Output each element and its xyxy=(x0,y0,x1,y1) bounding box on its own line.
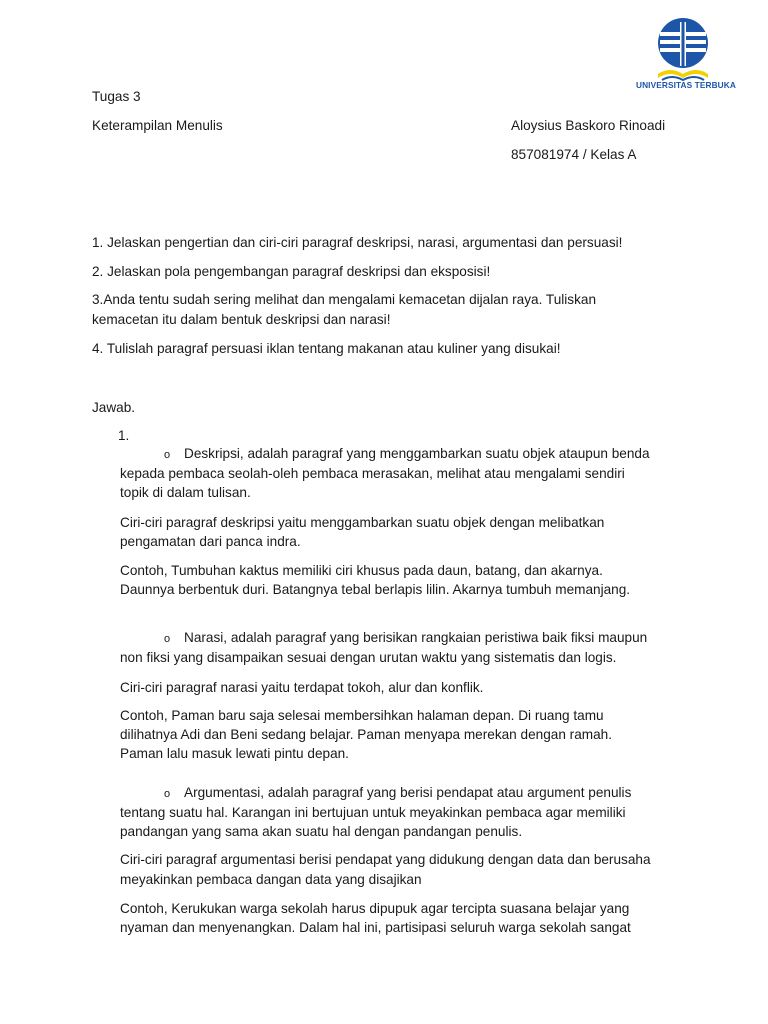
bullet-icon: o xyxy=(164,788,171,800)
logo-text: UNIVERSITAS TERBUKA xyxy=(636,80,736,90)
narasi-contoh-1: Contoh, Paman baru saja selesai membersihkan halaman depan. Di ruang tamu xyxy=(120,708,604,723)
deskripsi-contoh-1: Contoh, Tumbuhan kaktus memiliki ciri khusus pada daun, batang, dan akarnya. xyxy=(120,563,603,578)
narasi-text-1: Narasi, adalah paragraf yang berisikan rangkaian peristiwa baik fiksi maupun xyxy=(184,630,648,645)
answer-number: 1. xyxy=(118,428,130,443)
argumentasi-ciri-1: Ciri-ciri paragraf argumentasi berisi pendapat yang didukung dengan data dan berusaha xyxy=(120,852,651,867)
argumentasi-contoh-1: Contoh, Kerukukan warga sekolah harus dipupuk agar tercipta suasana belajar yang xyxy=(120,901,630,916)
deskripsi-text-1: Deskripsi, adalah paragraf yang menggambarkan suatu objek ataupun benda xyxy=(184,446,650,461)
deskripsi-line-1 xyxy=(164,446,650,461)
narasi-contoh-2: dilihatnya Adi dan Beni sedang belajar. Paman menyapa merekan dengan ramah. xyxy=(120,727,612,742)
bullet-icon: o xyxy=(164,449,171,461)
bullet-icon: o xyxy=(164,633,171,645)
argumentasi-ciri-2: meyakinkan pembaca dangan data yang disajikan xyxy=(120,872,422,887)
argumentasi-line-2: tentang suatu hal. Karangan ini bertujuan untuk meyakinkan pembaca agar memiliki xyxy=(120,805,626,820)
argumentasi-line-3: pandangan yang sama akan suatu hal dengan pandangan penulis. xyxy=(120,824,523,839)
narasi-line-2: non fiksi yang disampaikan sesuai dengan urutan waktu yang sistematis dan logis. xyxy=(120,650,617,665)
question-2: 2. Jelaskan pola pengembangan paragraf deskripsi dan eksposisi! xyxy=(92,264,491,279)
argumentasi-contoh-2: nyaman dan menyenangkan. Dalam hal ini, partisipasi seluruh warga sekolah sangat xyxy=(120,920,631,935)
deskripsi-line-2: kepada pembaca seolah-oleh pembaca merasakan, melihat atau mengalami sendiri xyxy=(120,466,625,481)
argumentasi-line-1 xyxy=(164,785,631,800)
assignment-title: Tugas 3 xyxy=(92,89,141,104)
question-3-line-1: 3.Anda tentu sudah sering melihat dan mengalami kemacetan dijalan raya. Tuliskan xyxy=(92,292,597,307)
question-4: 4. Tulislah paragraf persuasi iklan tentang makanan atau kuliner yang disukai! xyxy=(92,341,561,356)
narasi-line-1 xyxy=(164,630,647,645)
narasi-contoh-3: Paman lalu masuk lewati pintu depan. xyxy=(120,746,349,761)
deskripsi-contoh-2: Daunnya berbentuk duri. Batangnya tebal berlapis lilin. Akarnya tumbuh memanjang. xyxy=(120,582,631,597)
deskripsi-line-3: topik di dalam tulisan. xyxy=(120,485,251,500)
answer-label: Jawab. xyxy=(92,400,136,415)
question-1: 1. Jelaskan pengertian dan ciri-ciri paragraf deskripsi, narasi, argumentasi dan persuasi! xyxy=(92,235,623,250)
question-3-line-2: kemacetan itu dalam bentuk deskripsi dan narasi! xyxy=(92,312,391,327)
course-name: Keterampilan Menulis xyxy=(92,118,223,133)
deskripsi-ciri-2: pengamatan dari panca indra. xyxy=(120,534,301,549)
argumentasi-text-1: Argumentasi, adalah paragraf yang berisi pendapat atau argument penulis xyxy=(184,785,632,800)
deskripsi-ciri-1: Ciri-ciri paragraf deskripsi yaitu menggambarkan suatu objek dengan melibatkan xyxy=(120,515,605,530)
student-name: Aloysius Baskoro Rinoadi xyxy=(511,118,666,133)
student-id-class: 857081974 / Kelas A xyxy=(511,147,637,162)
narasi-ciri-1: Ciri-ciri paragraf narasi yaitu terdapat tokoh, alur dan konflik. xyxy=(120,680,484,695)
